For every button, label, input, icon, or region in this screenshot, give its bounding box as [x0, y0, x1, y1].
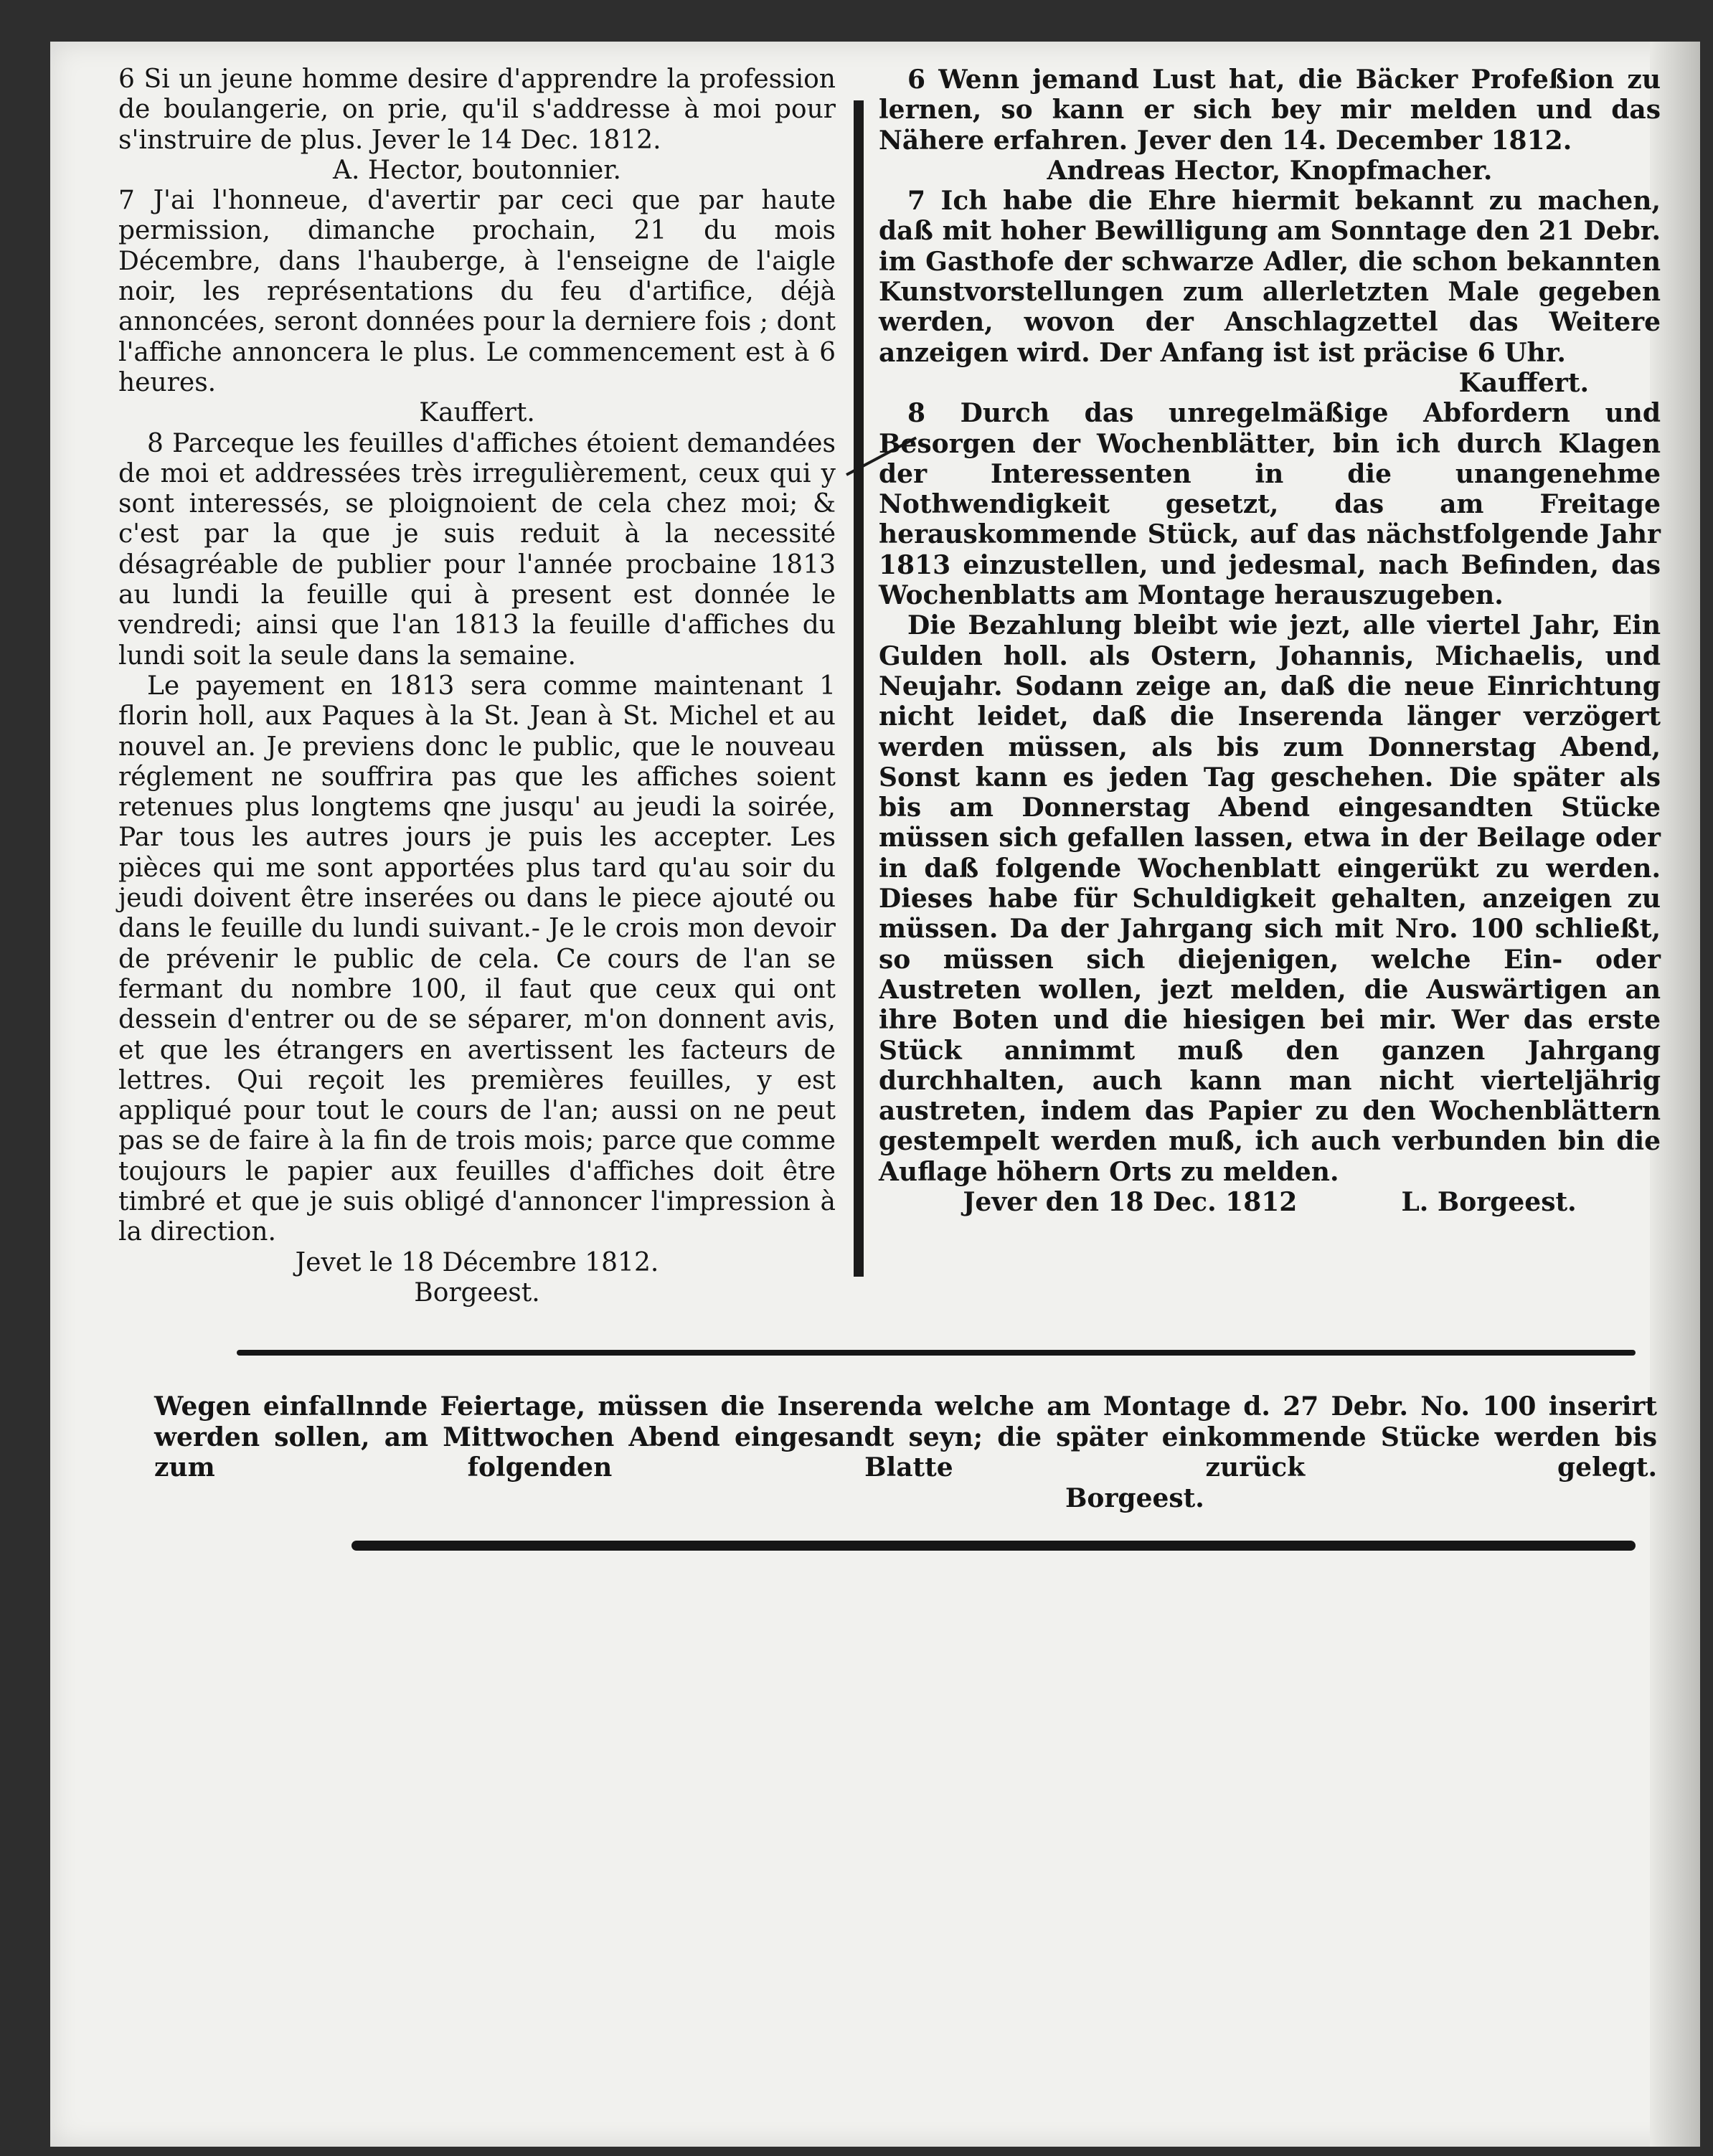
- notice-8-fr-signature: Borgeest.: [414, 1277, 540, 1308]
- horizontal-rule-top: [237, 1350, 1636, 1356]
- notice-6-de-signature: Andreas Hector, Knopfmacher.: [1047, 155, 1493, 186]
- holiday-notice: [154, 1391, 1657, 1513]
- column-divider: [854, 100, 864, 1277]
- french-column: [118, 65, 836, 1308]
- horizontal-rule-bottom: [351, 1541, 1636, 1551]
- notice-6-fr-signature: A. Hector, boutonnier.: [333, 155, 621, 185]
- notice-7-de-signature: Kauffert.: [1458, 367, 1589, 398]
- notice-8-de-paragraph-2: Die Bezahlung bleibt wie jezt, alle viertel Jahr, Ein Gulden holl. als Ostern, Johannis, Michaelis, und Neujahr. Sodann zeige an, daß die neue Einrichtung nicht leidet, daß die Inserenda länger verzögert werden müssen, als bis zum Donnerstag Abend, Sonst kann es jeden Tag geschehen. Die später als bis am Donnerstag Abend eingesandten Stücke müssen sich gefallen lassen, etwa in der Beilage oder in daß folgende Wochenblatt eingerükt zu werden. Dieses habe für Schuldigkeit gehalten, anzeigen zu müssen. Da der Jahrgang sich mit Nro. 100 schließt, so müssen sich diejenigen, welche Ein- oder Austreten wollen, jezt melden, die Auswärtigen an ihre Boten und die hiesigen bei mir. Wer das erste Stück annimmt muß den ganzen Jahrgang durchhalten, auch kann man nicht vierteljährig austreten, indem das Papier zu den Wochenblättern gestempelt werden muß, ich auch verbunden bin die Auflage höhern Orts zu melden.: [879, 610, 1661, 1187]
- notice-6-de: 6 Wenn jemand Lust hat, die Bäcker Profeßion zu lernen, so kann er sich bey mir melden und das Nähere erfahren. Jever den 14. December 1812.: [879, 65, 1661, 156]
- notice-8-de-signature: L. Borgeest.: [1401, 1186, 1577, 1217]
- notice-6-fr: 6 Si un jeune homme desire d'apprendre la profession de boulangerie, on prie, qu'il s'addresse à moi pour s'instruire de plus. Jever le 14 Dec. 1812.: [118, 65, 836, 155]
- notice-8-de-dateline: Jever den 18 Dec. 1812: [963, 1186, 1298, 1217]
- notice-8-de-dateline-signature: [879, 1187, 1661, 1217]
- german-column: [879, 65, 1661, 1217]
- notice-7-de: 7 Ich habe die Ehre hiermit bekannt zu machen, daß mit hoher Bewilligung am Sonntage den 21 Debr. im Gasthofe der schwarze Adler, die schon bekannten Kunstvorstellungen zum allerletzten Male gegeben werden, wovon der Anschlagzettel das Weitere anzeigen wird. Der Anfang ist ist präcise 6 Uhr.: [879, 186, 1661, 368]
- notice-7-fr-signature: Kauffert.: [419, 398, 535, 428]
- notice-7-fr: 7 J'ai l'honneue, d'avertir par ceci que par haute permission, dimanche prochain, 21 du mois Décembre, dans l'hauberge, à l'enseigne de l'aigle noir, les représentations du feu d'artifice, déjà annoncées, seront données pour la derniere fois ; dont l'affiche annoncera le plus. Le commencement est à 6 heures.: [118, 186, 836, 397]
- notice-8-fr-dateline: Jevet le 18 Décembre 1812.: [295, 1247, 659, 1277]
- notice-8-fr-paragraph-2: Le payement en 1813 sera comme maintenant 1 florin holl, aux Paques à la St. Jean à St. Michel et au nouvel an. Je previens donc le public, que le nouveau réglement ne souffrira pas que les affiches soient retenues plus longtems qne jusqu' au jeudi la soirée, Par tous les autres jours je puis les accepter. Les pièces qui me sont apportées plus tard qu'au soir du jeudi doivent être inserées ou dans le piece ajouté ou dans le feuille du lundi suivant.- Je le crois mon devoir de prévenir le public de cela. Ce cours de l'an se fermant du nombre 100, il faut que ceux qui ont dessein d'entrer ou de se séparer, m'on donnent avis, et que les étrangers en avertissent les facteurs de lettres. Qui reçoit les premières feuilles, y est appliqué pour tout le cours de l'an; aussi on ne peut pas se de faire à la fin de trois mois; parce que comme toujours le papier aux feuilles d'affiches doit être timbré et que je suis obligé d'annoncer l'impression à la direction.: [118, 671, 836, 1247]
- notice-8-de-paragraph-1: 8 Durch das unregelmäßige Abfordern und Besorgen der Wochenblätter, bin ich durch Klagen der Interessenten in die unangenehme Nothwendigkeit gesetzt, das am Freitage herauskommende Stück, auf das nächstfolgende Jahr 1813 einzustellen, und jedesmal, nach Befinden, das Wochenblatts am Montage herauszugeben.: [879, 398, 1661, 611]
- holiday-notice-text: Wegen einfallnnde Feiertage, müssen die Inserenda welche am Montage d. 27 Debr. No. 100 inserirt werden sollen, am Mittwochen Abend eingesandt seyn; die später einkommende Stücke werden bis zum folgenden Blatte zurück gelegt.: [154, 1391, 1657, 1483]
- notice-8-fr-paragraph-1: 8 Parceque les feuilles d'affiches étoient demandées de moi et addressées très irregulièrement, ceux qui y sont interessés, se ploignoient de cela chez moi; & c'est par la que je suis reduit à la necessité désagréable de publier pour l'année procbaine 1813 au lundi la feuille qui à present est donnée le vendredi; ainsi que l'an 1813 la feuille d'affiches du lundi soit la seule dans la semaine.: [118, 428, 836, 671]
- holiday-notice-signature: Borgeest.: [1065, 1483, 1204, 1513]
